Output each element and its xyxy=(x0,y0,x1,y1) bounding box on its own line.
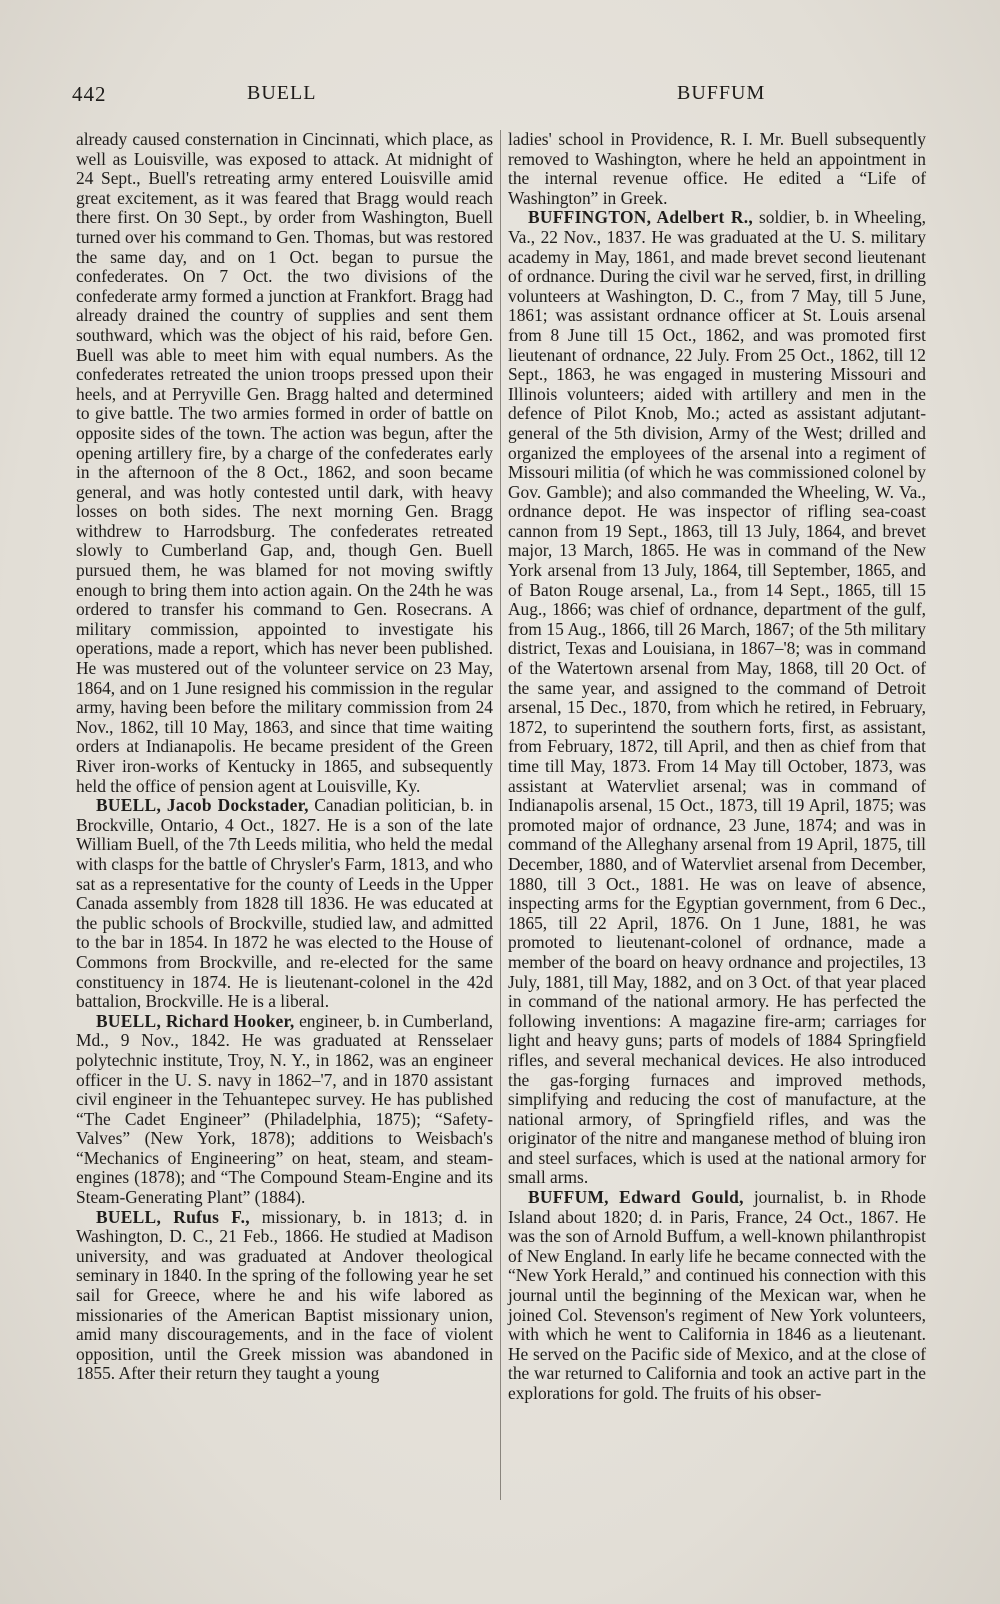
entry-text: missionary, b. in 1813; d. in Washington, D. C., 21 Feb., 1866. He studied at Madison university, and was graduated at Andover theological seminary in 1840. In the spring of the following year he set sail for Greece, where he and his wife labored as missionaries of the American Baptist missionary union, amid many discouragements, and in the face of violent opposition, until the Greek mission was abandoned in 1855. After their return they taught a young xyxy=(76,1206,493,1384)
entry-buell-rufus xyxy=(76,1208,493,1384)
entry-headword: BUELL, Rufus F., xyxy=(96,1206,250,1227)
entry-headword: BUELL, Richard Hooker, xyxy=(96,1010,295,1031)
entry-headword: BUELL, Jacob Dockstader, xyxy=(96,795,309,816)
right-column xyxy=(508,130,926,1404)
entry-buell-richard xyxy=(76,1012,493,1208)
entry-buffum-edward xyxy=(508,1188,926,1404)
entry-text: soldier, b. in Wheeling, Va., 22 Nov., 1837. He was graduated at the U. S. military academy in May, 1861, and made brevet second lieutenant of ordnance. During the civil war he served, first, in drilling volunteers at Washington, D. C., from 7 May, till 5 June, 1861; was assistant ordnance officer at St. Louis arsenal from 8 June till 15 Oct., 1862, and was promoted first lieutenant of ordnance, 22 July. From 25 Oct., 1862, till 12 Sept., 1863, he was engaged in mustering Missouri and Illinois volunteers; aided with artillery and men in the defence of Pilot Knob, Mo.; acted as assistant adjutant-general of the 5th division, Army of the West; drilled and organized the employees of the arsenal into a regiment of Missouri militia (of which he was commissioned colonel by Gov. Gamble); and also commanded the Wheeling, W. Va., ordnance depot. He was inspector of rifling sea-coast cannon from 19 Sept., 1863, till 13 July, 1864, and brevet major, 13 March, 1865. He was in command of the New York arsenal from 13 July, 1864, till September, 1865, and of Baton Rouge arsenal, La., from 14 Sept., 1865, till 15 Aug., 1866; was chief of ordnance, department of the gulf, from 15 Aug., 1866, till 26 March, 1867; of the 5th military district, Texas and Louisiana, in 1867–'8; was in command of the Watertown arsenal from May, 1868, till 20 Oct. of the same year, and assigned to the command of Detroit arsenal, 15 Dec., 1870, from which he retired, in February, 1872, to superintend the southern forts, first, as assistant, from February, 1872, till April, and then as chief from that time till May, 1873. From 14 May till October, 1873, was assistant at Watervliet arsenal; was in command of Indianapolis arsenal, 15 Oct., 1873, till 19 April, 1875; was promoted major of ordnance, 23 June, 1874; and was in command of the Alleghany arsenal from 19 April, 1875, till December, 1880, and of Watervliet arsenal from December, 1880, till 3 Oct., 1881. He was on leave of absence, inspecting arms for the Egyptian government, from 6 Dec., 1865, till 22 April, 1876. On 1 June, 1881, he was promoted to lieutenant-colonel of ordnance, made a member of the board on heavy ordnance and projectiles, 13 July, 1881, till May, 1882, and on 3 Oct. of that year placed in command of the national armory. He has perfected the following inventions: A magazine fire-arm; carriages for light and heavy guns; parts of models of 1884 Springfield rifles, and several mechanical devices. He also introduced the gas-forging furnaces and improved methods, simplifying and reducing the cost of manufacture, at the national armory, of Springfield rifles, and was the originator of the nitre and manganese method of bluing iron and steel surfaces, which is used at the national armory for small arms. xyxy=(508,207,926,1188)
entry-headword: BUFFUM, Edward Gould, xyxy=(528,1187,744,1208)
continued-paragraph: ladies' school in Providence, R. I. Mr. Buell subsequently removed to Washington, where he held an appointment in the internal revenue office. He edited a “Life of Washington” in Greek. xyxy=(508,129,926,208)
page-header xyxy=(72,82,930,116)
entry-buell-jacob xyxy=(76,796,493,1012)
page-number: 442 xyxy=(72,82,107,106)
entry-buffington-adelbert xyxy=(508,208,926,1188)
left-running-head: BUELL xyxy=(247,82,317,104)
column-divider xyxy=(500,130,501,1500)
entry-text: Canadian politician, b. in Brockville, Ontario, 4 Oct., 1827. He is a son of the late William Buell, of the 7th Leeds militia, who held the medal with clasps for the battle of Chrysler's Farm, 1813, and who sat as a representative for the county of Leeds in the Upper Canada assembly from 1828 till 1836. He was educated at the public schools of Brockville, studied law, and admitted to the bar in 1854. In 1872 he was elected to the House of Commons from Brockville, and re-elected for the same constituency in 1874. He is lieutenant-colonel in the 42d battalion, Brockville. He is a liberal. xyxy=(76,795,493,1012)
left-column xyxy=(76,130,493,1384)
entry-text: engineer, b. in Cumberland, Md., 9 Nov., 1842. He was graduated at Rensselaer polytechnic institute, Troy, N. Y., in 1862, was an engineer officer in the U. S. navy in 1862–'7, and in 1870 assistant civil engineer in the Tehuantepec survey. He has published “The Cadet Engineer” (Philadelphia, 1875); “Safety-Valves” (New York, 1878); additions to Weisbach's “Mechanics of Engineering” on heat, steam, and steam-engines (1878); and “The Compound Steam-Engine and its Steam-Generating Plant” (1884). xyxy=(76,1010,493,1208)
entry-headword: BUFFINGTON, Adelbert R., xyxy=(528,207,754,228)
continued-paragraph: already caused consternation in Cincinnati, which place, as well as Louisville, was exposed to attack. At midnight of 24 Sept., Buell's retreating army entered Louisville amid great excitement, as it was feared that Bragg would reach there first. On 30 Sept., by order from Washington, Buell turned over his command to Gen. Thomas, but was restored the same day, and on 1 Oct. began to pursue the confederates. On 7 Oct. the two divisions of the confederate army formed a junction at Frankfort. Bragg had already drained the country of supplies and sent them southward, which was the object of his raid, before Gen. Buell was able to meet him with equal numbers. As the confederates retreated the union troops pressed upon their heels, and at Perryville Gen. Bragg halted and determined to give battle. The two armies formed in order of battle on opposite sides of the town. The action was begun, after the opening artillery fire, by a charge of the confederates early in the afternoon of the 8 Oct., 1862, and soon became general, and was hotly contested until dark, with heavy losses on both sides. The next morning Gen. Bragg withdrew to Harrodsburg. The confederates retreated slowly to Cumberland Gap, and, though Gen. Buell pursued them, he was blamed for not moving swiftly enough to bring them into action again. On the 24th he was ordered to transfer his command to Gen. Rosecrans. A military commission, appointed to investigate his operations, made a report, which has never been published. He was mustered out of the volunteer service on 23 May, 1864, and on 1 June resigned his commission in the regular army, having been before the military commission from 24 Nov., 1862, till 10 May, 1863, and since that time waiting orders at Indianapolis. He became president of the Green River iron-works of Kentucky in 1865, and subsequently held the office of pension agent at Louisville, Ky. xyxy=(76,129,493,796)
entry-text: journalist, b. in Rhode Island about 1820; d. in Paris, France, 24 Oct., 1867. He was the son of Arnold Buffum, a well-known philanthropist of New England. In early life he became connected with the “New York Herald,” and continued his connection with this journal until the beginning of the Mexican war, when he joined Col. Stevenson's regiment of New York volunteers, with which he went to California in 1846 as a lieutenant. He served on the Pacific side of Mexico, and at the close of the war returned to California and took an active part in the explorations for gold. The fruits of his obser- xyxy=(508,1187,927,1403)
right-running-head: BUFFUM xyxy=(677,82,766,104)
